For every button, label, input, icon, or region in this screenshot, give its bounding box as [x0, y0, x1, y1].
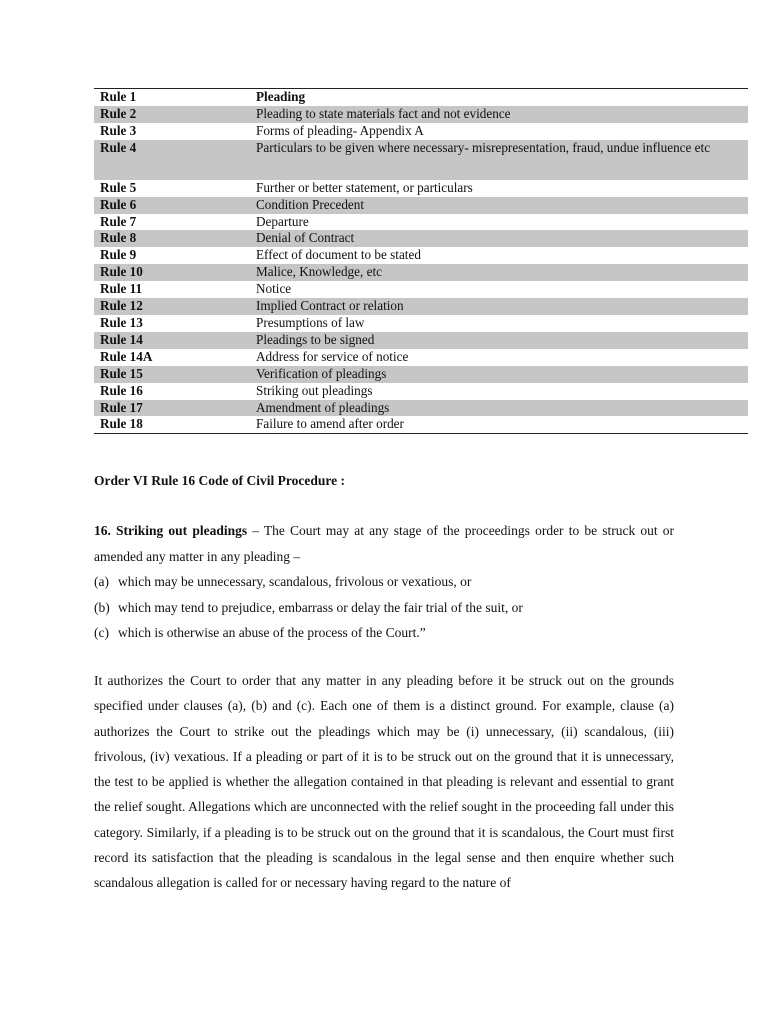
table-row	[94, 230, 748, 247]
rule-number: Rule 9	[100, 247, 137, 263]
rule-16-intro-text: – The Court may at any stage of the proceedings order to be struck out or amended any matter in any pleading –	[94, 523, 674, 564]
table-row	[94, 264, 748, 281]
rule-title: Presumptions of law	[256, 314, 365, 330]
rule-16-text	[94, 518, 674, 646]
rule-number: Rule 16	[100, 382, 143, 398]
rules-table	[94, 88, 748, 434]
rule-number: Rule 7	[100, 213, 137, 229]
table-row	[94, 281, 748, 298]
rule-title: Pleading to state materials fact and not evidence	[256, 105, 511, 121]
rule-title: Notice	[256, 281, 292, 297]
table-row	[94, 416, 748, 433]
clause-text: which may be unnecessary, scandalous, frivolous or vexatious, or	[118, 574, 472, 589]
clause-b	[94, 595, 674, 621]
clause-label: (b)	[94, 599, 110, 615]
table-row	[94, 298, 748, 315]
rule-number: Rule 13	[100, 314, 143, 330]
rule-title: Failure to amend after order	[256, 416, 404, 432]
rule-number: Rule 6	[100, 196, 137, 212]
rule-number: Rule 4	[100, 139, 137, 155]
rule-title: Striking out pleadings	[256, 382, 373, 398]
clause-a	[94, 569, 674, 595]
rule-title: Pleadings to be signed	[256, 331, 375, 347]
rule-number: Rule 2	[100, 105, 137, 121]
clause-c	[94, 620, 674, 646]
table-row	[94, 400, 748, 417]
rule-title: Condition Precedent	[256, 196, 365, 212]
rule-number: Rule 11	[100, 281, 143, 297]
table-row	[94, 332, 748, 349]
rule-16-intro	[94, 518, 674, 569]
rule-title: Departure	[256, 213, 309, 229]
rule-number: Rule 5	[100, 179, 137, 195]
rule-title: Malice, Knowledge, etc	[256, 264, 382, 280]
rule-title: Pleading	[256, 89, 306, 104]
rule-number: Rule 1	[100, 89, 137, 104]
rule-title: Denial of Contract	[256, 230, 355, 246]
clause-label: (c)	[94, 625, 109, 640]
rule-title: Address for service of notice	[256, 348, 409, 364]
rule-number: Rule 18	[100, 416, 143, 432]
rule-number: Rule 14A	[100, 348, 153, 364]
table-row	[94, 383, 748, 400]
clause-label: (a)	[94, 574, 109, 589]
rule-title: Particulars to be given where necessary- misrepresentation, fraud, undue influence etc	[256, 139, 711, 155]
table-row	[94, 349, 748, 366]
table-row	[94, 106, 748, 123]
table-row	[94, 89, 748, 106]
table-row	[94, 366, 748, 383]
table-row	[94, 214, 748, 231]
table-row	[94, 180, 748, 197]
rule-number: Rule 14	[100, 331, 143, 347]
clause-text: which is otherwise an abuse of the process of the Court.”	[118, 625, 426, 640]
rule-title: Implied Contract or relation	[256, 298, 404, 314]
clause-text: which may tend to prejudice, embarrass or delay the fair trial of the suit, or	[118, 599, 523, 615]
table-row	[94, 140, 748, 180]
rule-number: Rule 17	[100, 399, 143, 415]
rule-title: Verification of pleadings	[256, 365, 387, 381]
rule-16-title: 16. Striking out pleadings	[94, 523, 248, 538]
rule-title: Further or better statement, or particulars	[256, 179, 473, 195]
section-heading: Order VI Rule 16 Code of Civil Procedure :	[94, 473, 345, 488]
commentary-paragraph: It authorizes the Court to order that any matter in any pleading before it be struck out on the grounds specified under clauses (a), (b) and (c). Each one of them is a distinct ground. For example, clause (a) authorizes the Court to strike out the pleadings which may be (i) unnecessary, (ii) scandalous, (iii) frivolous, (iv) vexatious. If a pleading or part of it is to be struck out on the ground that it is unnecessary, the test to be applied is whether the allegation contained in that pleading is relevant and essential to grant the relief sought. Allegations which are unconnected with the relief sought in the proceeding fall under this category. Similarly, if a pleading is to be struck out on the ground that it is scandalous, the Court must first record its satisfaction that the pleading is scandalous in the legal sense and then enquire whether such scandalous allegation is called for or necessary having regard to the nature of	[94, 673, 674, 891]
rule-title: Amendment of pleadings	[256, 399, 390, 415]
rule-number: Rule 3	[100, 122, 137, 138]
rule-title: Effect of document to be stated	[256, 247, 421, 263]
rule-number: Rule 10	[100, 264, 143, 280]
rule-number: Rule 15	[100, 365, 143, 381]
table-row	[94, 247, 748, 264]
rule-title: Forms of pleading- Appendix A	[256, 122, 424, 138]
rule-number: Rule 12	[100, 298, 143, 314]
rule-number: Rule 8	[100, 230, 137, 246]
table-row	[94, 315, 748, 332]
table-row	[94, 197, 748, 214]
